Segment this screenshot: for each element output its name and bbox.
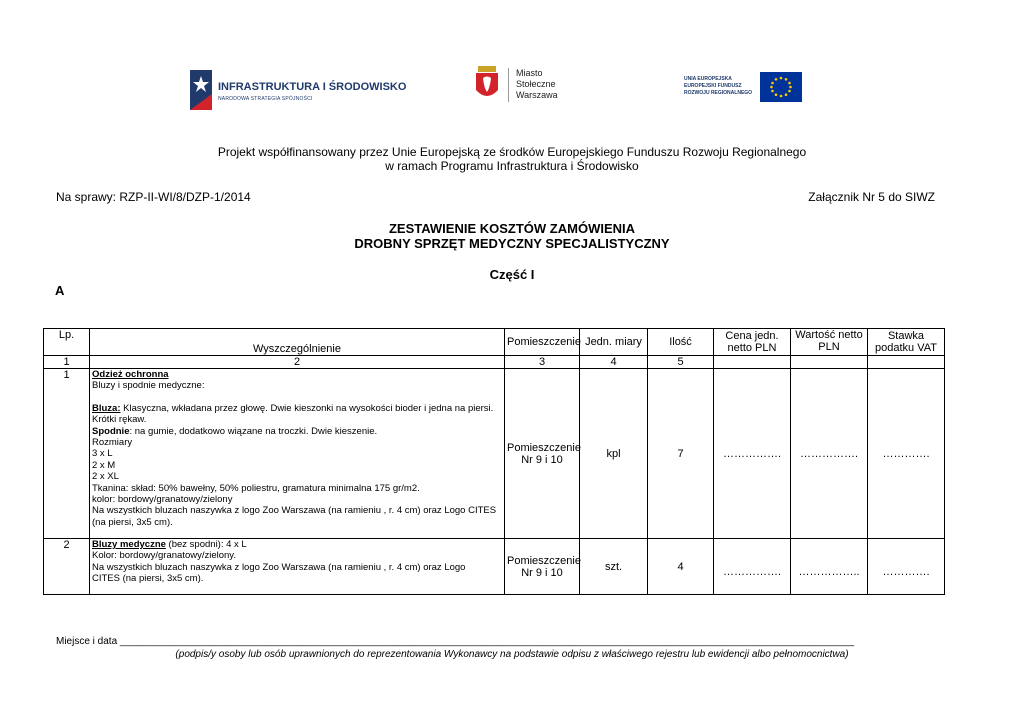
size-item: 3 x L bbox=[92, 448, 113, 460]
column-number: 2 bbox=[90, 356, 505, 369]
item-name-suffix: (bez spodni): 4 x L bbox=[165, 539, 247, 550]
fabric-spec: Tkanina: skład: 50% bawełny, 50% poliestru, gramatura minimalna 175 gr/m2. bbox=[92, 482, 420, 494]
warszawa-logo bbox=[474, 66, 574, 106]
empty-cell bbox=[714, 356, 791, 369]
column-number: 1 bbox=[44, 356, 90, 369]
item-name-line bbox=[92, 539, 502, 550]
item-name: Odzież ochronna bbox=[92, 369, 169, 380]
part-letter: A bbox=[55, 283, 65, 298]
table-header-row bbox=[44, 329, 945, 356]
logo-note: Na wszystkich bluzach naszywka z logo Zoo Warszawa (na ramieniu , r. 4 cm) oraz Logo CITES (na piersi, 3x5 cm). bbox=[92, 505, 497, 528]
header-quantity: Ilość bbox=[648, 329, 714, 356]
attachment-label: Załącznik Nr 5 do SIWZ bbox=[808, 190, 935, 204]
item-intro: Bluzy i spodnie medyczne: bbox=[92, 380, 205, 392]
warszawa-divider bbox=[508, 68, 509, 102]
infrastruktura-subtitle: NARODOWA STRATEGIA SPÓJNOŚCI bbox=[218, 96, 313, 102]
header-lp: Lp. bbox=[44, 329, 90, 356]
cofinance-line2: w ramach Programu Infrastruktura i Środowisko bbox=[385, 159, 639, 173]
warszawa-line1: Miasto bbox=[516, 68, 543, 78]
document-title-line1: ZESTAWIENIE KOSZTÓW ZAMÓWIENIA bbox=[388, 221, 636, 236]
item-name: Bluzy medyczne bbox=[92, 539, 166, 550]
empty-cell bbox=[791, 356, 868, 369]
color-spec: kolor: bordowy/granatowy/zielony bbox=[92, 494, 233, 506]
warszawa-crest-icon bbox=[474, 66, 500, 102]
row-unit: szt. bbox=[580, 539, 648, 595]
part-label: Część I bbox=[489, 267, 535, 282]
row-room: Pomieszczenie Nr 9 i 10 bbox=[505, 369, 580, 539]
row-unit-price: ……………. bbox=[714, 539, 791, 595]
eu-logo bbox=[680, 70, 805, 104]
eu-line1: UNIA EUROPEJSKA bbox=[684, 76, 732, 82]
cost-table bbox=[43, 328, 945, 595]
infrastruktura-flag-icon bbox=[190, 70, 212, 110]
row-vat: …………. bbox=[868, 369, 945, 539]
spodnie-label: Spodnie bbox=[92, 425, 130, 437]
header-vat: Stawka podatku VAT bbox=[868, 329, 945, 356]
row-description bbox=[90, 369, 505, 539]
infrastruktura-title: INFRASTRUKTURA I ŚRODOWISKO bbox=[218, 81, 407, 93]
header-room: Pomieszczenie bbox=[505, 329, 580, 356]
spodnie-description bbox=[92, 426, 502, 437]
header-net-value: Wartość netto PLN bbox=[791, 329, 868, 356]
infrastruktura-logo bbox=[190, 70, 407, 112]
row-room: Pomieszczenie Nr 9 i 10 bbox=[505, 539, 580, 595]
bluza-description bbox=[92, 403, 502, 426]
warszawa-line3: Warszawa bbox=[516, 90, 558, 100]
row-quantity: 4 bbox=[648, 539, 714, 595]
row-lp: 1 bbox=[44, 369, 90, 539]
empty-cell bbox=[868, 356, 945, 369]
document-title-line2: DROBNY SPRZĘT MEDYCZNY SPECJALISTYCZNY bbox=[354, 236, 670, 251]
eu-line2: EUROPEJSKI FUNDUSZ bbox=[684, 83, 742, 89]
row-vat: …………. bbox=[868, 539, 945, 595]
warszawa-line2: Stołeczne bbox=[516, 79, 556, 89]
eu-line3: ROZWOJU REGIONALNEGO bbox=[684, 90, 753, 96]
place-and-date: Miejsce i data ____________________________________________________________________________________________________________________________________ bbox=[56, 636, 855, 647]
row-description bbox=[90, 539, 505, 595]
column-number: 4 bbox=[580, 356, 648, 369]
bluza-label: Bluza: bbox=[92, 402, 121, 414]
size-item: 2 x M bbox=[92, 459, 116, 471]
row-unit: kpl bbox=[580, 369, 648, 539]
size-item: 2 x XL bbox=[92, 471, 119, 483]
warszawa-text bbox=[516, 68, 558, 101]
row-net-value: …………….. bbox=[791, 539, 868, 595]
table-row bbox=[44, 539, 945, 595]
header-description: Wyszczególnienie bbox=[90, 329, 505, 356]
logo-note: Na wszystkich bluzach naszywka z logo Zoo Warszawa (na ramieniu , r. 4 cm) oraz Logo CITES (na piersi, 3x5 cm). bbox=[92, 561, 466, 585]
header-unit-price: Cena jedn. netto PLN bbox=[714, 329, 791, 356]
header-unit: Jedn. miary bbox=[580, 329, 648, 356]
cofinance-line1: Projekt współfinansowany przez Unie Europejską ze środków Europejskiego Funduszu Rozwoju Regionalnego bbox=[217, 145, 807, 159]
sizes-title: Rozmiary bbox=[92, 437, 133, 449]
row-lp: 2 bbox=[44, 539, 90, 595]
row-quantity: 7 bbox=[648, 369, 714, 539]
column-number: 3 bbox=[505, 356, 580, 369]
signature-note: (podpis/y osoby lub osób uprawnionych do reprezentowania Wykonawcy na podstawie odpisu z właściwego rejestru lub ewidencji albo pełnomocnictwa) bbox=[175, 649, 849, 660]
row-unit-price: ……………. bbox=[714, 369, 791, 539]
table-row bbox=[44, 369, 945, 539]
case-reference: Na sprawy: RZP-II-WI/8/DZP-1/2014 bbox=[56, 190, 251, 204]
color-spec: Kolor: bordowy/granatowy/zielony. bbox=[92, 550, 236, 562]
row-net-value: ……………. bbox=[791, 369, 868, 539]
bluza-text: Klasyczna, wkładana przez głowę. Dwie kieszonki na wysokości bioder i jedna na piersi. Krótki rękaw. bbox=[92, 402, 494, 426]
eu-text bbox=[684, 76, 752, 97]
eu-flag-icon bbox=[760, 72, 802, 102]
column-number: 5 bbox=[648, 356, 714, 369]
spodnie-text: : na gumie, dodatkowo wiązane na troczki. Dwie kieszenie. bbox=[129, 425, 378, 437]
column-number-row bbox=[44, 356, 945, 369]
